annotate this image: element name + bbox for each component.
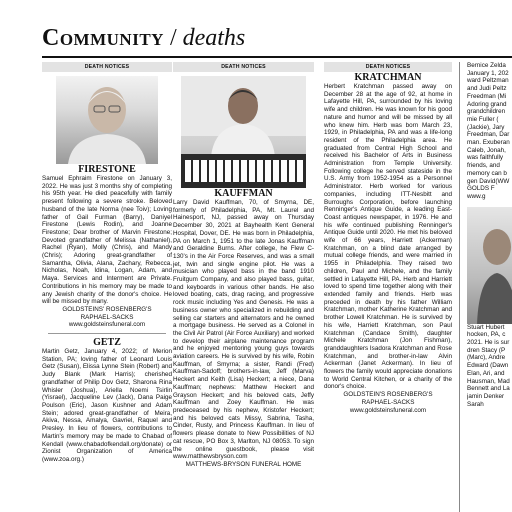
kauffman-sig-1: MATTHEWS-BRYSON FUNERAL HOME <box>185 460 302 468</box>
kratchman-name: KRATCHMAN <box>354 72 422 83</box>
firestone-name: FIRESTONE <box>78 164 136 175</box>
death-notices-header: DEATH NOTICES <box>42 62 172 72</box>
death-notices-header: DEATH NOTICES <box>324 62 452 72</box>
kratchman-sig-3: www.goldsteinsfuneral.com <box>349 406 427 414</box>
title-rule <box>42 56 512 58</box>
kauffman-name: KAUFFMAN <box>214 188 273 199</box>
divider <box>48 333 166 334</box>
portrait-image <box>56 76 158 164</box>
portrait-image <box>181 76 306 188</box>
col4-top-notice <box>467 62 512 201</box>
kauffman-text: Larry David Kauffman, 70, of Smyrna, DE, formerly of Philadelphia, PA, Mt. Laurel and Hainesport, NJ, passed away on Thursday December 30, 2021 at Bayhealth Kent General Hospital, Dover, DE. He was born in Philadelphia, PA on March 1, 1951 to the late Jonas Kauffman and Geraldine Burns. After college, he Flew C-130's in the Air Force Reserves, and was a small jet, twin and single engine pilot. He was a musician who played bass in the band 1910 Fruitgum Company, and also played bass, guitar, and keyboards in various other bands. He also loved boating, cats, drag racing, and progressive rock music including Yes and Genesis. He was a business owner who specialized in rebuilding and selling car starters and alternators and he owned a mortgage business. He served as a Colonel in the Civil Air Patrol (Air Force Auxiliary) and worked to develop their airplane maintenance program and he enjoyed mentoring young guys towards aviation careers. He is survived by his wife, Robin Kauffman, of Smyrna; a sister, Randi (Fred) Kauffman-Sadoff; brothers-in-law, Jeff (Marva) Heckert and Keith (Lisa) Heckert; a niece, Dana Kauffman; nephews: Matthew Heckert and Grayson Heckert; and his beloved cats, Jeffy Kauffman and Zoey Kauffman. He was predeceased by his nephew, Kristofer Heckert; and his beloved cats Missy, Sabrina, Tasha, Cinder, Rusty, and Princess Kauffman. In lieu of flowers please donate to New Possibilities of NJ cat rescue, PO Box 3, Marlton, NJ 08053. To sign the online guestbook, please visit www.matthewsbryson.com <box>173 199 314 461</box>
kratchman-notice <box>324 83 452 414</box>
column-divider <box>459 62 460 512</box>
portrait-image <box>467 207 512 324</box>
col4-bottom-notice <box>467 324 512 409</box>
column-3 <box>324 62 452 512</box>
section-title-sub: deaths <box>182 25 246 51</box>
getz-text: Martin Getz, January 4, 2022; of Merion Station, PA; loving father of Leonard Louis Getz (Susan), Elissa Lynne Stein (Robert) and Judy Blank (Mark Harris); cherished grandfather of Philip Dov Getz, Sharona Rina Whisler (Joshua), Ariella Noemi Tsirlin (Yisrael), Jacqueline Lev (Jack), Dana Paige Poulson (Eric), Jason Kushner and Adam Stein; adored great-grandfather of Meira, Akiva, Nessa, Amalya, Gavriel, Raquel and Presley. In lieu of flowers, contributions to Martin's memory may be made to Chabad of Kendall (www.chabadofkendall.org/donate) or Zionist Organization of America (www.zoa.org.) <box>42 348 172 463</box>
getz-notice <box>42 348 172 464</box>
col4-photo <box>467 207 512 324</box>
getz-name: GETZ <box>93 337 121 349</box>
column-2 <box>173 62 314 512</box>
firestone-sig-1: GOLDSTEINS' ROSENBERG'S <box>62 305 152 313</box>
firestone-notice <box>42 175 172 329</box>
kauffman-photo <box>181 76 306 188</box>
column-1 <box>42 62 172 512</box>
death-notices-header: DEATH NOTICES <box>173 62 314 72</box>
kratchman-sig-2: RAPHAEL-SACKS <box>361 398 415 406</box>
firestone-photo <box>56 76 158 164</box>
col4-top-text: Bernice Zelda January 1, 202 ward Peltzman and Judi Peltz Freedman (Mi Adoring grand grandchildren mie Fuller ( (Jackie), Jary Freedman, Dar man. Exuberan Caleb, Jonah, was faithfully friends, and memory can b gen David(WW GOLDS F www.g <box>467 62 510 200</box>
section-title: Community / deaths <box>42 25 246 51</box>
section-title-main: Community <box>42 25 164 51</box>
kauffman-notice <box>173 199 314 469</box>
firestone-sig-2: RAPHAEL-SACKS <box>80 313 134 321</box>
kratchman-text: Herbert Kratchman passed away on December 28 at the age of 92, at home in Lafayette Hill, PA, surrounded by his loving wife and children. He was known for his good nature and humor and will be missed by all who knew him. Herb was born March 23, 1929, in Philadelphia, PA and was a life-long resident of the Philadelphia area. He graduated from Central High School and received his Bachelor of Arts in Business Administration from Temple University. Following college he served stateside in the U.S. Army from 1952-1954 as a Personnel Administrator. Herb worked for various companies, including ITT-Nesbitt and Burroughs Corporation, before launching Renninger's Antique Guide, a leading East-Coast antiques newspaper, in 1976. He and his wife continued publishing Renninger's Antique Guide until 2020. He met his beloved wife of 66 years, Harriett (Ackerman) Kratchman, on a blind date arranged by mutual college friends, and were married in 1955 in Philadelphia. They raised two children, Paul and Michele, and the family settled in Lafayette Hill, PA. Herb and Harriett loved to spend time together along with their extended family and friends. Herb was preceded in death by his father William Kratchman, mother Katherine Kratchman and brother Lowell Kratchman. He is survived by his wife, Harriett Kratchman, son Paul Kratchman (Candace Smith), daughter Michele Kratchman (Jon Fishman), granddaughters Isadora Kratchman and Rose Kratchman, and brother-in-law Alvin Ackerman (Janet Ackerman). In lieu of flowers the family would appreciate donations to World Central Kitchen, or a charity of the donor's choice. <box>324 83 452 391</box>
col4-bottom-text: Stuart Hubert hocken, PA, c 2021. He is sur dren Stacy (P (Marc), Andre Edward (Dawn Elan, Ari, and Hausman, Mad Bennett and La jamin Denker Sarah <box>467 323 510 408</box>
firestone-sig-3: www.goldsteinsfuneral.com <box>68 321 146 329</box>
firestone-text: Samuel Ephraim Firestone on January 3, 2022. He was just 3 months shy of completing his 95th year. He died peacefully with family present following a severe stroke. Beloved husband of the late Norma (nee Toiv); Loving father of Gail Furman (Barry), Daniyel Firestone (Lewis Rodin), and Joanne Firestone; Dear brother of Marvin Firestone; Devoted grandfather of Melissa (Nathaniel), Rachel (Ryan), Molly (Chris), and Mandy (Chris); Adoring great-grandfather of Samantha, Olivia, Alana, Zachary, Rebecca, Nicholas, Noah, Idina, Logan, Adam, and Maya. Services and Interment are Private. Contributions in his memory may be made to any Jewish charity of the donor's choice. He will be missed by many. <box>42 175 172 306</box>
kratchman-sig-1: GOLDSTEIN'S ROSENBERG'S <box>343 391 433 399</box>
column-4 <box>467 62 512 512</box>
